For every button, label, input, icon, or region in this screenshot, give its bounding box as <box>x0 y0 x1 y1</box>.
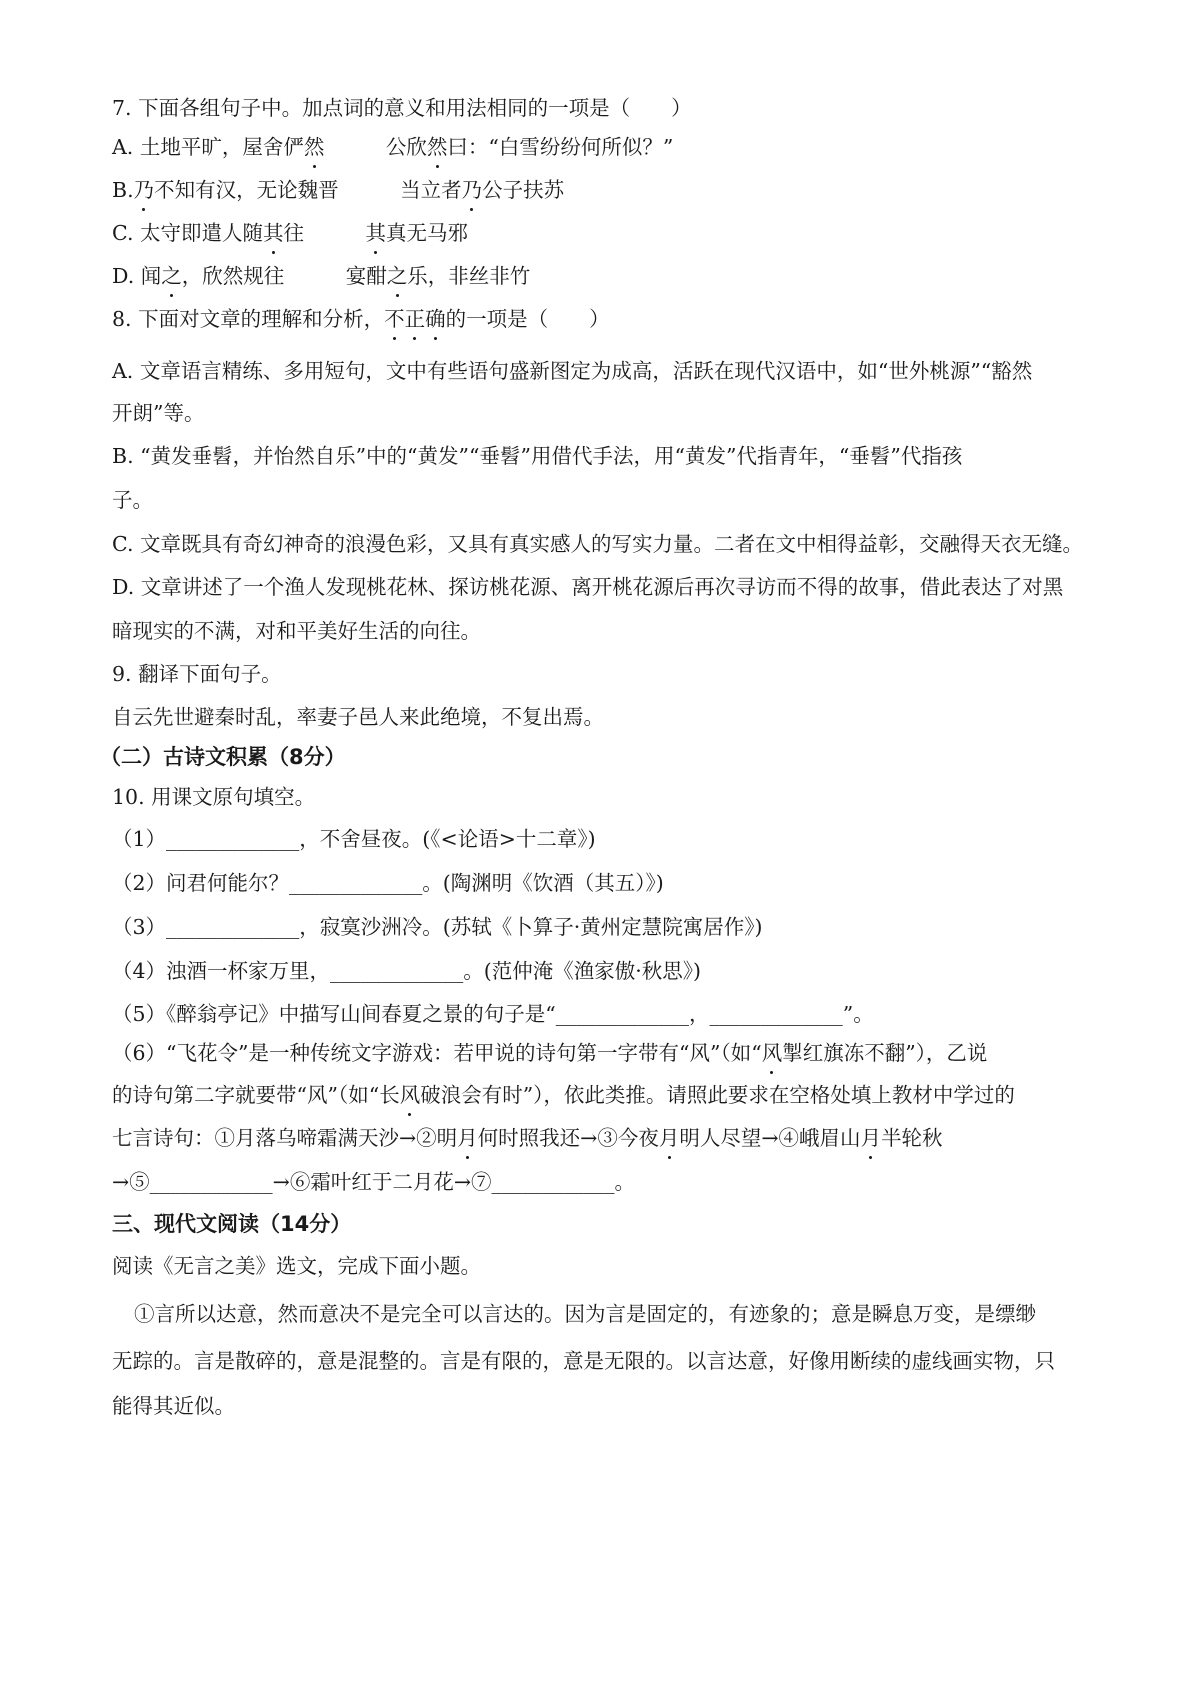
section-2-title: （二）古诗文积累（8分） <box>100 745 346 769</box>
q10-item-6-line1: （6）“飞花令”是一种传统文字游戏：若甲说的诗句第一字带有“风”（如“风掣红旗冻不翻”），乙说 <box>112 1041 988 1065</box>
q10-item-5[interactable]: （5）《醉翁亭记》中描写山间春夏之景的句子是“_____________，_____________”。 <box>112 1002 874 1026</box>
q10-stem: 10. 用课文原句填空。 <box>112 785 316 809</box>
reading-intro: 阅读《无言之美》选文，完成下面小题。 <box>112 1254 481 1278</box>
dotted-char: 乃 <box>461 178 483 202</box>
q9-stem: 9. 翻译下面句子。 <box>112 662 282 686</box>
dotted-char: 确 <box>425 307 446 331</box>
dotted-char: 之 <box>386 264 408 288</box>
q10-item-6-line4[interactable]: →⑤____________→⑥霜叶红于二月花→⑦____________。 <box>112 1170 636 1194</box>
dotted-char: 风 <box>761 1041 783 1065</box>
dotted-char: 正 <box>404 307 426 331</box>
q8-option-d-line1[interactable]: D. 文章讲述了一个渔人发现桃花林、探访桃花源、离开桃花源后再次寻访而不得的故事，借此表达了对黑 <box>112 575 1064 599</box>
q7-option-c[interactable]: C. 太守即遣人随其往 其真无马邪 <box>112 221 468 245</box>
dotted-char: 风 <box>399 1083 421 1107</box>
dotted-char: 然 <box>303 135 325 159</box>
q7-option-d[interactable]: D. 闻之，欣然规往 宴酣之乐，非丝非竹 <box>112 264 531 288</box>
q10-item-6-line2: 的诗句第二字就要带“风”（如“长风破浪会有时”），依此类推。请照此要求在空格处填上教材中学过的 <box>112 1083 1015 1107</box>
dotted-char: 其 <box>365 221 386 245</box>
section-3-title: 三、现代文阅读（14分） <box>112 1212 352 1236</box>
q7-stem: 7. 下面各组句子中。加点词的意义和用法相同的一项是（ ） <box>112 96 692 120</box>
q10-item-2[interactable]: （2）问君何能尔？_____________。(陶渊明《饮酒（其五）》) <box>112 871 664 895</box>
q8-stem: 8. 下面对文章的理解和分析，不正确的一项是（ ） <box>112 307 610 331</box>
q8-option-a-line2: 开朗”等。 <box>112 401 205 425</box>
q8-option-b-line1[interactable]: B. “黄发垂髫，并怡然自乐”中的“黄发”“垂髫”用借代手法，用“黄发”代指青年，“垂髫”代指孩 <box>112 444 963 468</box>
q9-sentence: 自云先世避秦时乱，率妻子邑人来此绝境，不复出焉。 <box>112 705 604 729</box>
dotted-char: 月 <box>658 1126 680 1150</box>
q8-option-d-line2: 暗现实的不满，对和平美好生活的向往。 <box>112 619 481 643</box>
q8-option-c[interactable]: C. 文章既具有奇幻神奇的浪漫色彩，又具有真实感人的写实力量。二者在文中相得益彰，交融得天衣无缝。 <box>112 532 1083 556</box>
q8-option-a-line1[interactable]: A. 文章语言精练、多用短句，文中有些语句盛新图定为成高，活跃在现代汉语中，如“世外桃源”“豁然 <box>112 359 1033 383</box>
dotted-char: 月 <box>457 1126 478 1150</box>
reading-paragraph-1-line2: 无踪的。言是散碎的，意是混整的。言是有限的，意是无限的。以言达意，好像用断续的虚线画实物，只 <box>112 1349 1055 1373</box>
reading-paragraph-1-line1: ①言所以达意，然而意决不是完全可以言达的。因为言是固定的，有迹象的；意是瞬息万变，是缥缈 <box>134 1302 1036 1326</box>
q10-item-3[interactable]: （3）_____________，寂寞沙洲冷。(苏轼《卜算子·黄州定慧院寓居作》) <box>112 915 763 939</box>
q7-option-a[interactable]: A. 土地平旷，屋舍俨然 公欣然曰：“白雪纷纷何所似？” <box>112 135 674 159</box>
dotted-char: 月 <box>860 1126 882 1150</box>
q10-item-4[interactable]: （4）浊酒一杯家万里，_____________。(范仲淹《渔家傲·秋思》) <box>112 959 702 983</box>
reading-paragraph-1-line3: 能得其近似。 <box>112 1394 235 1418</box>
q10-item-1[interactable]: （1）_____________，不舍昼夜。(《<论语>十二章》) <box>112 827 596 851</box>
q7-option-b[interactable]: B.乃不知有汉，无论魏晋 当立者乃公子扶苏 <box>112 178 565 202</box>
dotted-char: 不 <box>384 307 405 331</box>
q10-item-6-line3: 七言诗句：①月落乌啼霜满天沙→②明月何时照我还→③今夜月明人尽望→④峨眉山月半轮秋 <box>112 1126 943 1150</box>
dotted-char: 之 <box>161 264 182 288</box>
dotted-char: 乃 <box>133 178 155 202</box>
q8-option-b-line2: 子。 <box>112 488 153 512</box>
dotted-char: 其 <box>263 221 284 245</box>
dotted-char: 然 <box>426 135 448 159</box>
